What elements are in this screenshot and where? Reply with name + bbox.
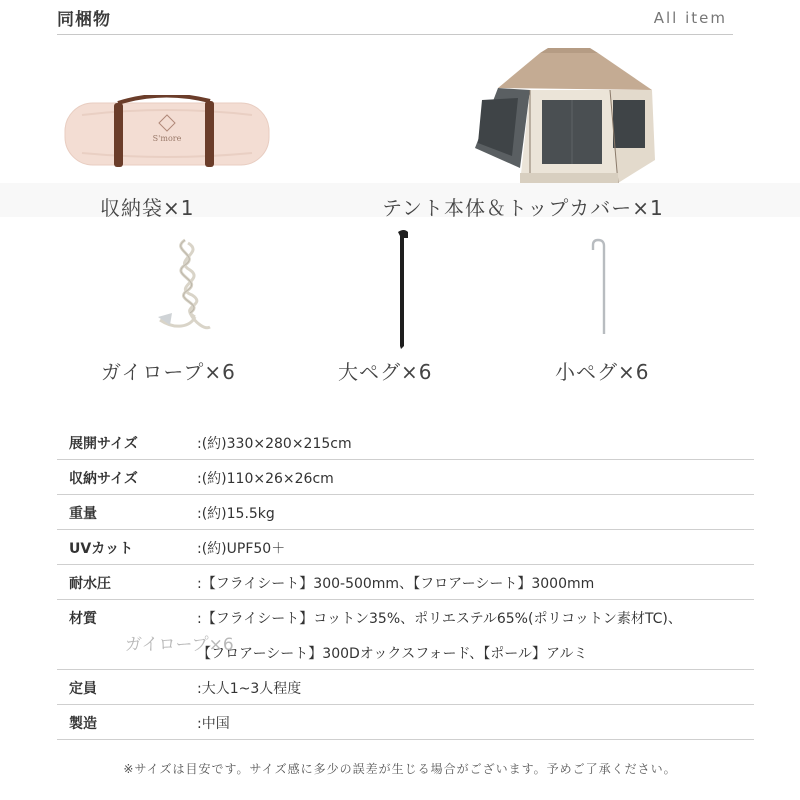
spec-key: 耐水圧 [69,576,111,592]
item-label-tent: テント本体＆トップカバー×1 [382,196,664,220]
spec-key: 収納サイズ [69,471,138,487]
item-label-storage-bag: 収納袋×1 [100,196,195,220]
spec-row [57,565,754,600]
spec-key: 展開サイズ [69,436,138,452]
spec-value: :(約)110×26×26cm [197,471,334,487]
header-divider [57,34,733,35]
spec-row [57,460,754,495]
spec-value: :(約)UPF50＋ [197,541,286,557]
section-subtitle: All item [653,9,727,27]
spec-row [57,495,754,530]
storage-bag-image [62,95,272,170]
spec-value-continued: 【フロアーシート】300Dオックスフォード、【ポール】アルミ [197,646,588,662]
section-title: 同梱物 [57,10,111,30]
spec-value: :(約)330×280×215cm [197,436,352,452]
spec-value: :【フライシート】コットン35%、ポリエステル65%(ポリコットン素材TC)、 [197,611,682,627]
spec-value: :(約)15.5kg [197,506,275,522]
spec-value: :【フライシート】300-500mm、【フロアーシート】3000mm [197,576,595,592]
spec-key: 材質 [69,611,97,627]
spec-key: 定員 [69,681,97,697]
spec-row [57,705,754,740]
spec-row [57,530,754,565]
spec-key: UVカット [69,541,134,557]
spec-value: :中国 [197,716,230,732]
item-label-guy-rope: ガイロープ×6 [101,360,236,384]
small-peg-image [590,238,612,338]
large-peg-image [390,228,414,350]
spec-row [57,425,754,460]
item-label-large-peg: 大ペグ×6 [338,360,433,384]
spec-key: 製造 [69,716,97,732]
item-label-small-peg: 小ペグ×6 [555,360,650,384]
guy-rope-image [150,235,220,345]
watermark-text: ガイロープ×6 [125,635,234,655]
bag-brand-text: S'more [152,134,182,143]
spec-row [57,670,754,705]
tent-image [470,48,660,188]
footnote: ※サイズは目安です。サイズ感に多少の誤差が生じる場合がございます。予めご了承ください。 [123,762,677,776]
spec-key: 重量 [69,506,97,522]
spec-value: :大人1~3人程度 [197,681,302,697]
